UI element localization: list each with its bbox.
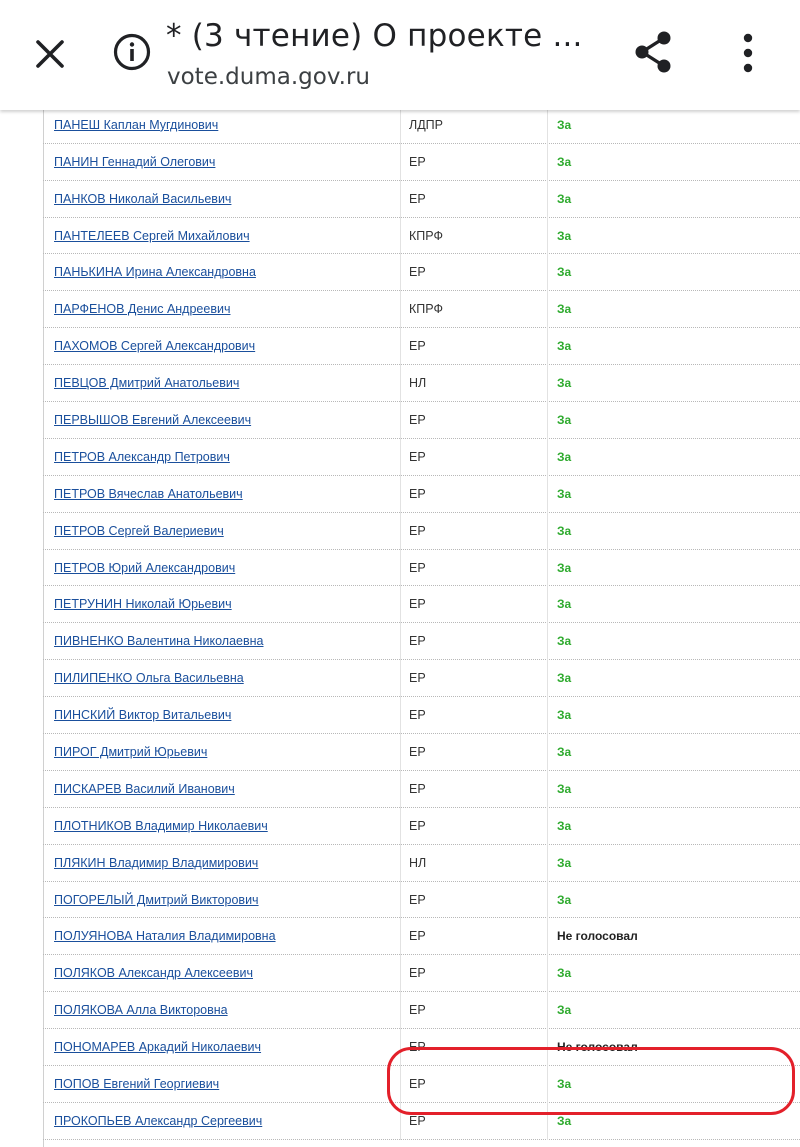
column-separator [547, 992, 548, 1029]
table-row [43, 1103, 800, 1140]
column-separator [547, 144, 548, 181]
browser-toolbar [0, 0, 800, 110]
table-row [43, 1066, 800, 1103]
party-cell: ЕР [409, 1003, 426, 1018]
column-separator [547, 254, 548, 291]
column-separator [400, 439, 401, 476]
vote-result-cell: За [557, 413, 572, 428]
party-cell: ЕР [409, 966, 426, 981]
column-separator [400, 734, 401, 771]
party-cell: ЕР [409, 191, 426, 206]
vote-results-page[interactable] [0, 110, 800, 1147]
share-button[interactable] [628, 26, 678, 78]
vote-results-table [43, 70, 800, 1140]
vote-result-cell: За [557, 191, 572, 206]
column-separator [400, 992, 401, 1029]
party-cell: ЛДПР [409, 117, 443, 132]
deputy-name-link[interactable]: ПОЛЯКОВА Алла Викторовна [54, 1003, 228, 1018]
page-title: * (3 чтение) О проекте ... [166, 18, 583, 54]
party-cell: ЕР [409, 1113, 426, 1128]
column-separator [547, 955, 548, 992]
table-row [43, 1029, 800, 1066]
deputy-name-link[interactable]: ПАНИН Геннадий Олегович [54, 154, 216, 169]
column-separator [400, 845, 401, 882]
vote-result-cell: За [557, 634, 572, 649]
column-separator [547, 697, 548, 734]
column-separator [547, 1029, 548, 1066]
deputy-name-link[interactable]: ПЕТРУНИН Николай Юрьевич [54, 597, 232, 612]
deputy-name-link[interactable]: ПЕТРОВ Александр Петрович [54, 449, 230, 464]
column-separator [547, 365, 548, 402]
column-separator [547, 1066, 548, 1103]
column-separator [547, 181, 548, 218]
vote-result-cell: За [557, 376, 572, 391]
deputy-name-link[interactable]: ПАНЬКИНА Ирина Александровна [54, 265, 256, 280]
party-cell: ЕР [409, 929, 426, 944]
vote-result-cell: За [557, 892, 572, 907]
column-separator [400, 144, 401, 181]
column-separator [547, 808, 548, 845]
column-separator [400, 1103, 401, 1140]
column-separator [547, 218, 548, 255]
deputy-name-link[interactable]: ПАХОМОВ Сергей Александрович [54, 339, 256, 354]
vote-result-cell: За [557, 745, 572, 760]
table-row [43, 660, 800, 697]
deputy-name-link[interactable]: ПИРОГ Дмитрий Юрьевич [54, 745, 208, 760]
deputy-name-link[interactable]: ПРОКОПЬЕВ Александр Сергеевич [54, 1113, 263, 1128]
table-row [43, 107, 800, 144]
vote-result-cell: За [557, 818, 572, 833]
table-row [43, 734, 800, 771]
party-cell: ЕР [409, 1040, 426, 1055]
table-row [43, 697, 800, 734]
table-row [43, 992, 800, 1029]
table-row [43, 845, 800, 882]
party-cell: ЕР [409, 597, 426, 612]
table-row [43, 328, 800, 365]
deputy-name-link[interactable]: ПАРФЕНОВ Денис Андреевич [54, 302, 231, 317]
column-separator [400, 107, 401, 144]
vote-result-cell: За [557, 265, 572, 280]
vote-result-cell: За [557, 302, 572, 317]
vote-result-cell: За [557, 449, 572, 464]
column-separator [547, 1103, 548, 1140]
vote-result-cell: За [557, 855, 572, 870]
party-cell: КПРФ [409, 302, 443, 317]
vote-result-cell: За [557, 1003, 572, 1018]
close-button[interactable] [26, 30, 74, 78]
column-separator [400, 550, 401, 587]
site-info-button[interactable] [112, 32, 152, 72]
column-separator [400, 697, 401, 734]
column-separator [547, 845, 548, 882]
column-separator [400, 328, 401, 365]
deputy-name-link[interactable]: ПОГОРЕЛЫЙ Дмитрий Викторович [54, 892, 259, 907]
vote-result-cell: За [557, 523, 572, 538]
column-separator [547, 586, 548, 623]
column-separator [400, 586, 401, 623]
deputy-name-link[interactable]: ПАНТЕЛЕЕВ Сергей Михайлович [54, 228, 250, 243]
column-separator [547, 550, 548, 587]
party-cell: НЛ [409, 855, 427, 870]
column-separator [400, 254, 401, 291]
deputy-name-link[interactable]: ПЛОТНИКОВ Владимир Николаевич [54, 818, 268, 833]
deputy-name-link[interactable]: ПИВНЕНКО Валентина Николаевна [54, 634, 264, 649]
table-row [43, 771, 800, 808]
table-row [43, 365, 800, 402]
table-row [43, 586, 800, 623]
party-cell: ЕР [409, 892, 426, 907]
column-separator [547, 439, 548, 476]
column-separator [547, 328, 548, 365]
column-separator [400, 291, 401, 328]
table-row [43, 623, 800, 660]
column-separator [547, 771, 548, 808]
party-cell: ЕР [409, 265, 426, 280]
party-cell: ЕР [409, 781, 426, 796]
column-separator [547, 623, 548, 660]
share-icon [628, 26, 678, 78]
party-cell: ЕР [409, 560, 426, 575]
vote-result-cell: За [557, 781, 572, 796]
column-separator [400, 365, 401, 402]
table-row [43, 181, 800, 218]
column-separator [400, 623, 401, 660]
vote-result-cell: За [557, 228, 572, 243]
page-url: vote.duma.gov.ru [167, 64, 370, 90]
party-cell: НЛ [409, 376, 427, 391]
vote-result-cell: За [557, 486, 572, 501]
table-row [43, 882, 800, 919]
table-row [43, 513, 800, 550]
table-row [43, 254, 800, 291]
table-row [43, 218, 800, 255]
deputy-name-link[interactable]: ПЕВЦОВ Дмитрий Анатольевич [54, 376, 240, 391]
table-row [43, 808, 800, 845]
column-separator [400, 1066, 401, 1103]
column-separator [547, 660, 548, 697]
column-separator [547, 918, 548, 955]
column-separator [400, 771, 401, 808]
deputy-name-link[interactable]: ПАНЕШ Каплан Мугдинович [54, 117, 219, 132]
table-row [43, 918, 800, 955]
column-separator [547, 402, 548, 439]
vote-result-cell: За [557, 1077, 572, 1092]
column-separator [400, 476, 401, 513]
deputy-name-link[interactable]: ПИЛИПЕНКО Ольга Васильевна [54, 671, 244, 686]
table-row [43, 402, 800, 439]
info-icon [112, 32, 152, 72]
deputy-name-link[interactable]: ПОНОМАРЕВ Аркадий Николаевич [54, 1040, 262, 1055]
vote-result-cell: За [557, 117, 572, 132]
close-icon [26, 30, 74, 78]
vote-result-cell: За [557, 966, 572, 981]
column-separator [547, 291, 548, 328]
party-cell: ЕР [409, 339, 426, 354]
deputy-name-link[interactable]: ПЕТРОВ Вячеслав Анатольевич [54, 486, 243, 501]
table-row [43, 955, 800, 992]
table-row [43, 476, 800, 513]
column-separator [400, 882, 401, 919]
deputy-name-link[interactable]: ПИНСКИЙ Виктор Витальевич [54, 708, 232, 723]
deputy-name-link[interactable]: ПЕТРОВ Сергей Валериевич [54, 523, 224, 538]
party-cell: ЕР [409, 523, 426, 538]
party-cell: ЕР [409, 634, 426, 649]
table-row [43, 144, 800, 181]
party-cell: ЕР [409, 1077, 426, 1092]
vote-result-cell: За [557, 597, 572, 612]
column-separator [547, 476, 548, 513]
vote-result-cell: Не голосовал [557, 1040, 638, 1055]
party-cell: ЕР [409, 745, 426, 760]
column-separator [547, 513, 548, 550]
column-separator [400, 218, 401, 255]
vote-result-cell: За [557, 560, 572, 575]
table-row [43, 291, 800, 328]
deputy-name-link[interactable]: ПЕТРОВ Юрий Александрович [54, 560, 236, 575]
table-row [43, 439, 800, 476]
vote-result-cell: Не голосовал [557, 929, 638, 944]
vote-result-cell: За [557, 339, 572, 354]
column-separator [400, 1029, 401, 1066]
vote-result-cell: За [557, 1113, 572, 1128]
deputy-name-link[interactable]: ПОЛЯКОВ Александр Алексеевич [54, 966, 253, 981]
party-cell: ЕР [409, 486, 426, 501]
column-separator [547, 882, 548, 919]
column-separator [547, 734, 548, 771]
more-vert-icon [730, 30, 766, 76]
deputy-name-link[interactable]: ПАНКОВ Николай Васильевич [54, 191, 232, 206]
party-cell: КПРФ [409, 228, 443, 243]
deputy-name-link[interactable]: ПЛЯКИН Владимир Владимирович [54, 855, 259, 870]
column-separator [400, 955, 401, 992]
deputy-name-link[interactable]: ПОПОВ Евгений Георгиевич [54, 1077, 220, 1092]
deputy-name-link[interactable]: ПИСКАРЕВ Василий Иванович [54, 781, 235, 796]
deputy-name-link[interactable]: ПЕРВЫШОВ Евгений Алексеевич [54, 413, 252, 428]
party-cell: ЕР [409, 449, 426, 464]
column-separator [400, 181, 401, 218]
table-row [43, 550, 800, 587]
party-cell: ЕР [409, 818, 426, 833]
vote-result-cell: За [557, 671, 572, 686]
more-options-button[interactable] [730, 30, 766, 76]
party-cell: ЕР [409, 413, 426, 428]
party-cell: ЕР [409, 708, 426, 723]
column-separator [400, 402, 401, 439]
column-separator [400, 513, 401, 550]
column-separator [547, 107, 548, 144]
column-separator [400, 808, 401, 845]
deputy-name-link[interactable]: ПОЛУЯНОВА Наталия Владимировна [54, 929, 276, 944]
vote-result-cell: За [557, 154, 572, 169]
party-cell: ЕР [409, 671, 426, 686]
party-cell: ЕР [409, 154, 426, 169]
column-separator [400, 918, 401, 955]
column-separator [400, 660, 401, 697]
vote-result-cell: За [557, 708, 572, 723]
